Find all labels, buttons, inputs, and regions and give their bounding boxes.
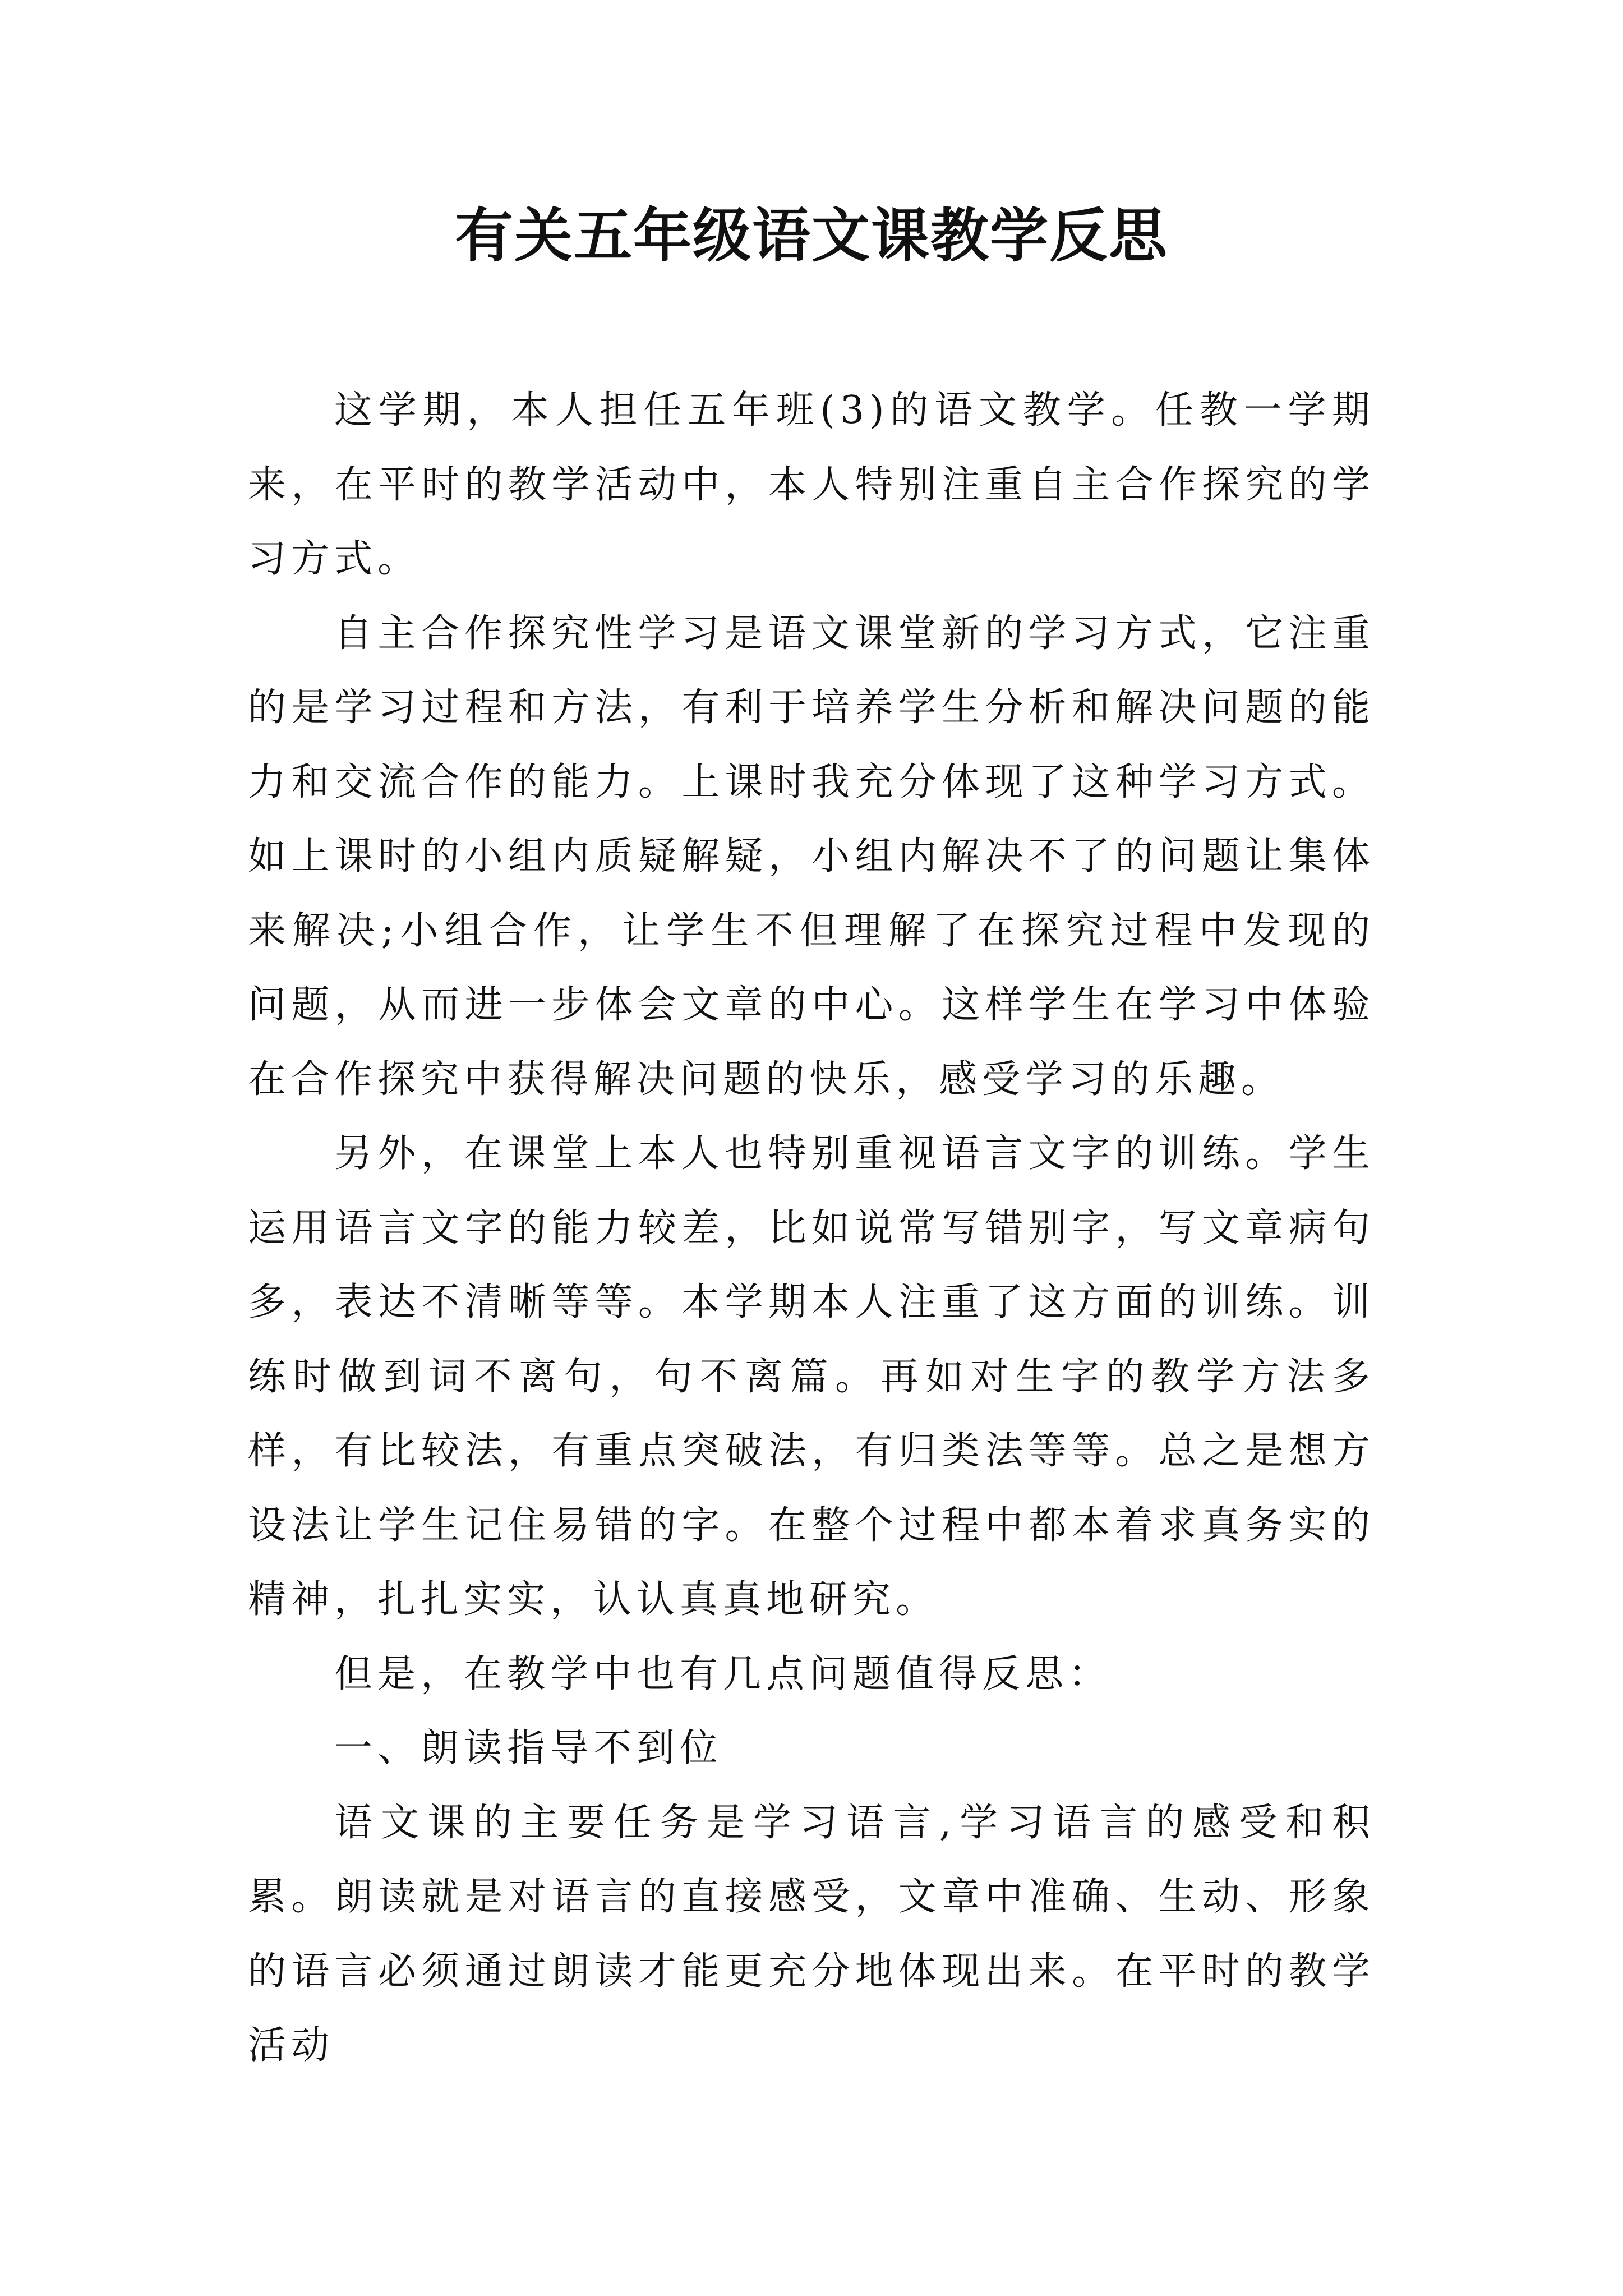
document-body	[248, 374, 1375, 2083]
paragraph-reading-guidance: 语文课的主要任务是学习语言,学习语言的感受和积累。朗读就是对语言的直接感受，文章中准确、生动、形象的语言必须通过朗读才能更充分地体现出来。在平时的教学活动	[248, 1800, 1375, 2068]
document-title: 有关五年级语文课教学反思	[454, 201, 1168, 270]
section-heading-reading-guidance: 一、朗读指导不到位	[334, 1726, 723, 1770]
paragraph-reflection-intro: 但是，在教学中也有几点问题值得反思：	[334, 1651, 1112, 1696]
paragraph-intro: 这学期，本人担任五年班(3)的语文教学。任教一学期来，在平时的教学活动中，本人特别注重自主合作探究的学习方式。	[248, 388, 1375, 581]
paragraph-cooperative-learning: 自主合作探究性学习是语文课堂新的学习方式，它注重的是学习过程和方法，有利于培养学生分析和解决问题的能力和交流合作的能力。上课时我充分体现了这种学习方式。如上课时的小组内质疑解疑，小组内解决不了的问题让集体来解决;小组合作，让学生不但理解了在探究过程中发现的问题，从而进一步体会文章的中心。这样学生在学习中体验在合作探究中获得解决问题的快乐，感受学习的乐趣。	[248, 611, 1375, 1102]
paragraph-language-training: 另外，在课堂上本人也特别重视语言文字的训练。学生运用语言文字的能力较差，比如说常写错别字，写文章病句多，表达不清晰等等。本学期本人注重了这方面的训练。训练时做到词不离句，句不离篇。再如对生字的教学方法多样，有比较法，有重点突破法，有归类法等等。总之是想方设法让学生记住易错的字。在整个过程中都本着求真务实的精神，扎扎实实，认认真真地研究。	[248, 1131, 1375, 1622]
